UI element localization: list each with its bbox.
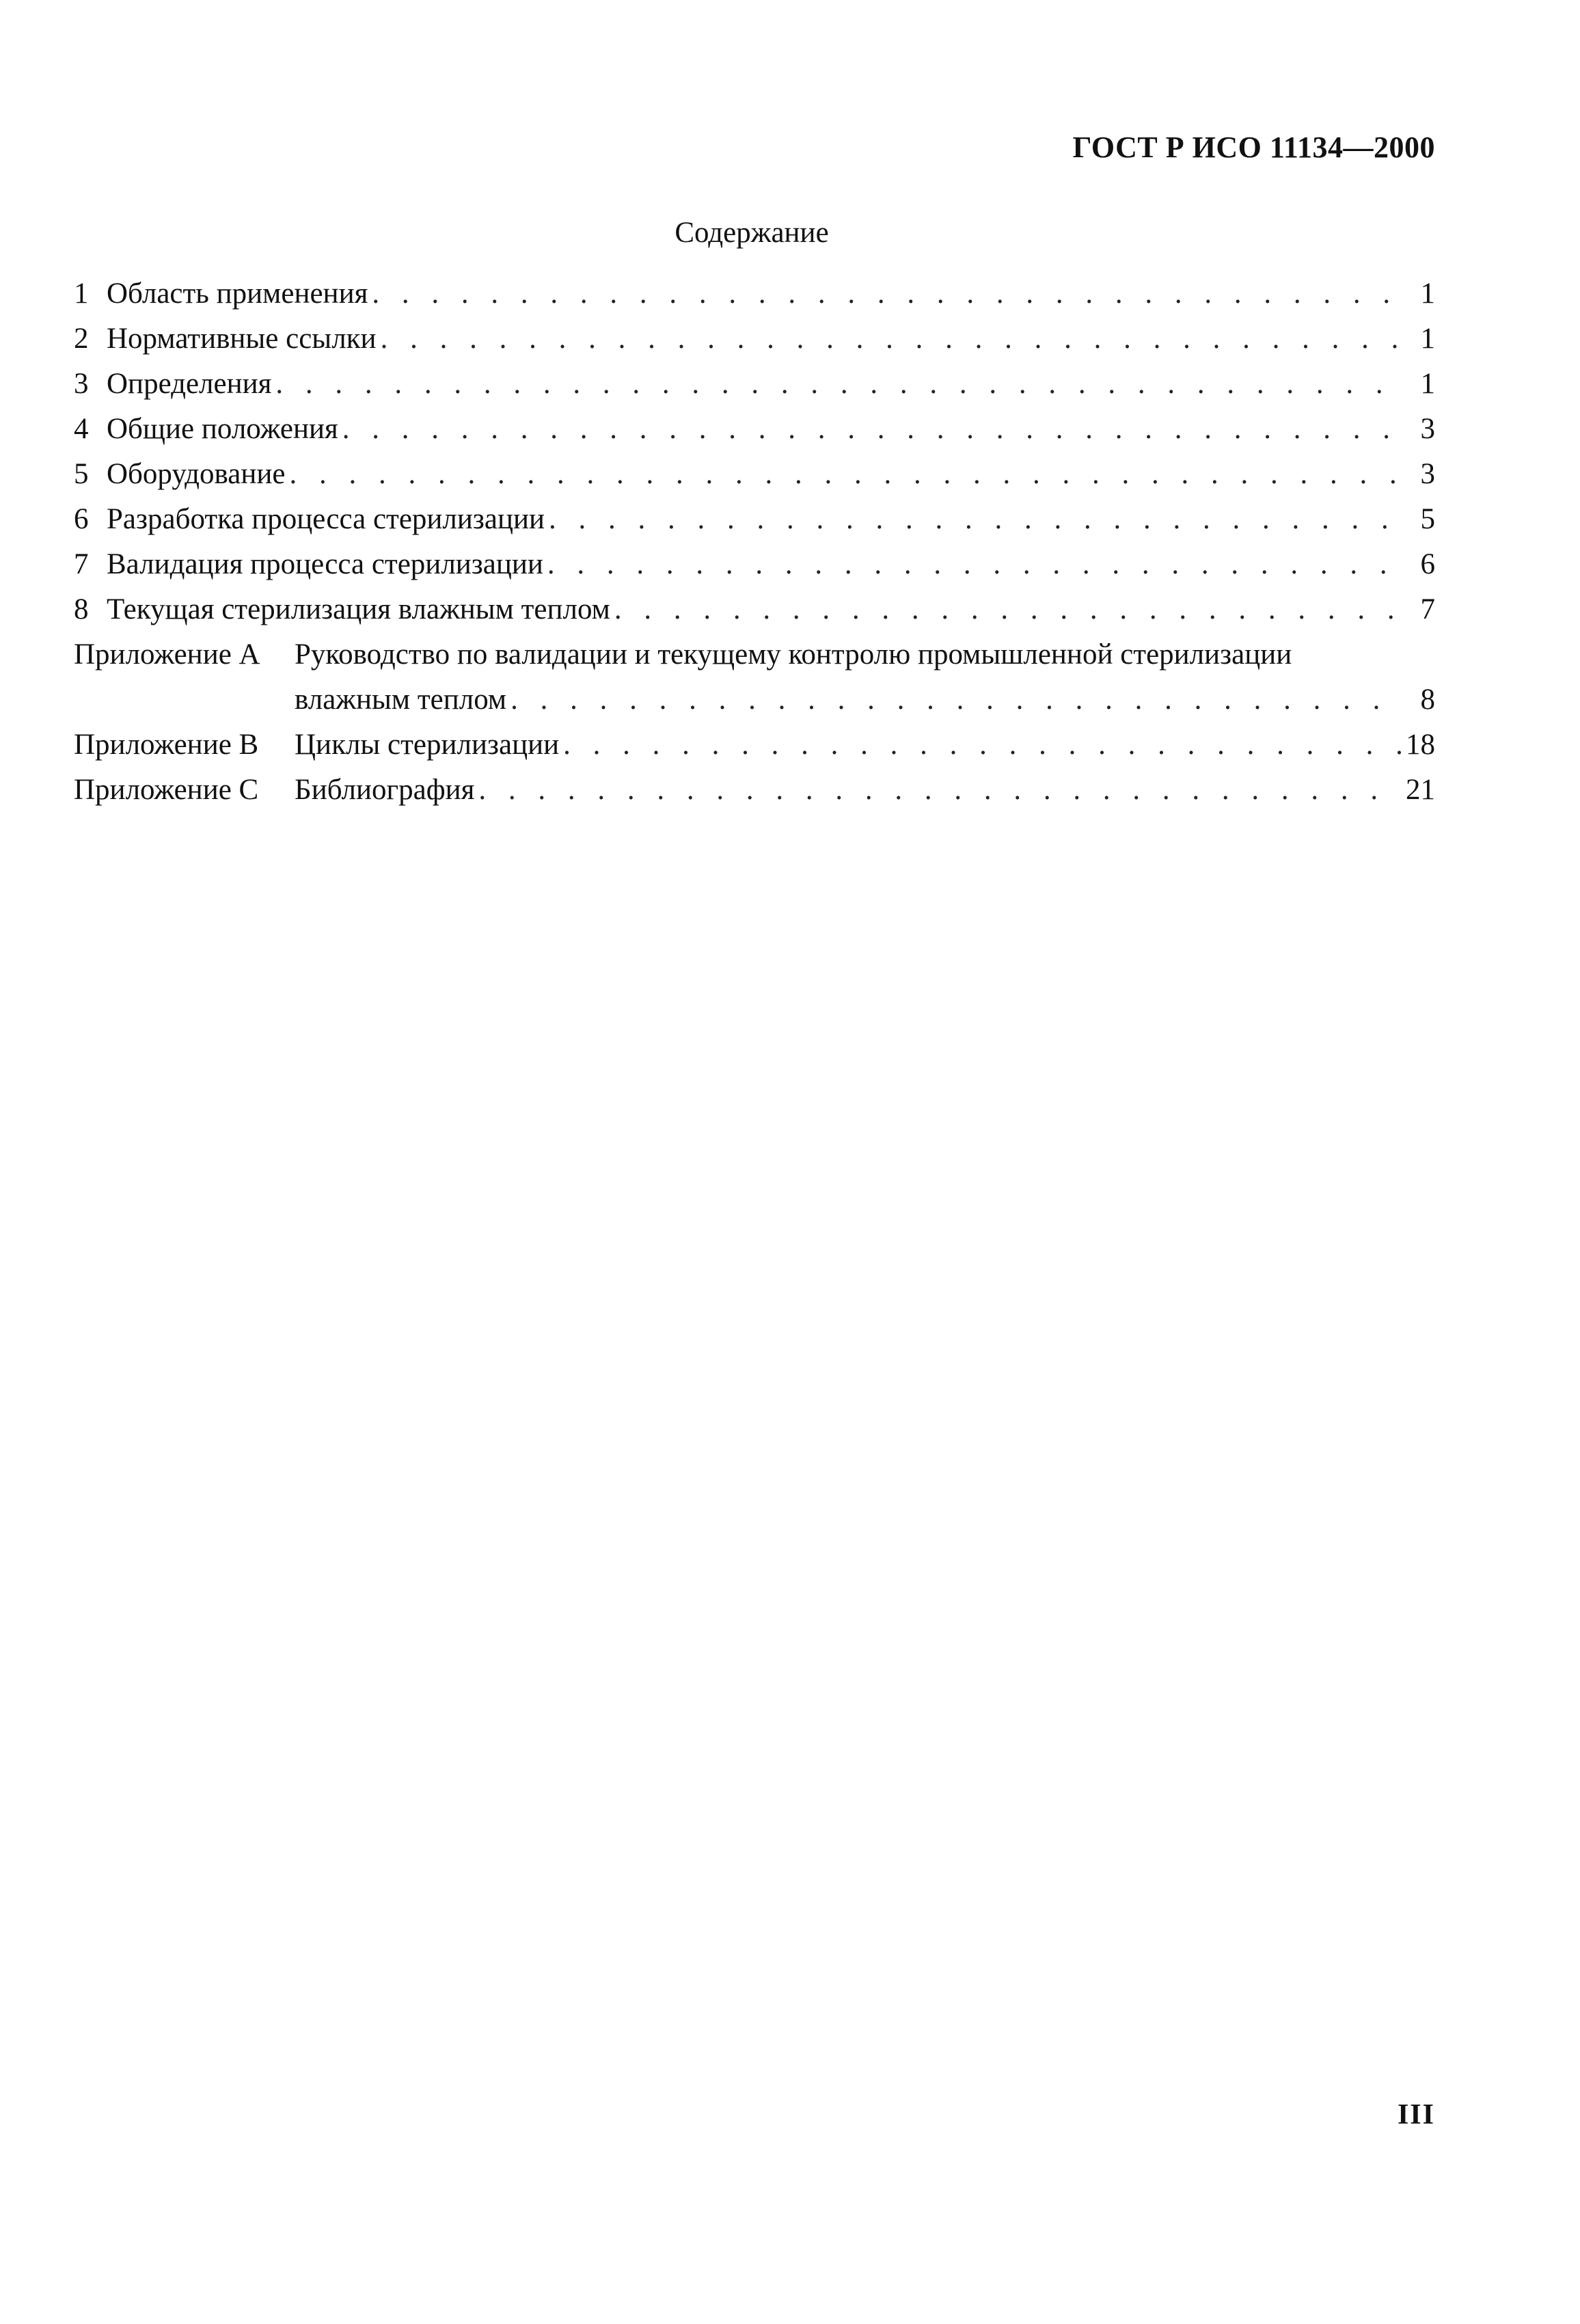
toc-entry-page: 21 (1406, 774, 1435, 806)
toc-dot-leader (342, 412, 1404, 446)
toc-entry-page: 1 (1420, 323, 1435, 355)
toc-entry-page: 3 (1420, 413, 1435, 445)
toc-entry-label: Разработка процесса стерилизации (107, 503, 545, 535)
document-code: ГОСТ Р ИСО 11134—2000 (1072, 131, 1435, 164)
toc-dot-leader (563, 728, 1402, 761)
toc-dot-leader (510, 683, 1404, 716)
toc-dot-leader (614, 593, 1404, 626)
toc-entry-number: 7 (74, 548, 89, 580)
toc-dot-leader (372, 277, 1404, 310)
toc-entry-label: Текущая стерилизация влажным теплом (107, 593, 610, 625)
toc-entry-number: 6 (74, 503, 89, 535)
toc-entry-7[interactable] (74, 548, 1435, 593)
toc-title: Содержание (675, 217, 829, 249)
toc-entry-label: Нормативные ссылки (107, 323, 377, 355)
toc-entry-number: 4 (74, 413, 89, 445)
toc-entry-number: 3 (74, 368, 89, 400)
toc-entry-page: 3 (1420, 458, 1435, 490)
toc-entry-3[interactable] (74, 367, 1435, 412)
toc-entry-label: Общие положения (107, 413, 338, 445)
toc-entry-label: Оборудование (107, 458, 286, 490)
toc-appendix-label: Руководство по валидации и текущему контролю промышленной стерилизации (295, 638, 1292, 671)
toc-appendix-c[interactable] (74, 773, 1435, 818)
toc-entry-number: 5 (74, 458, 89, 490)
toc-appendix-b[interactable] (74, 728, 1435, 773)
toc-entry-2[interactable] (74, 322, 1435, 367)
toc-dot-leader (547, 548, 1404, 581)
toc-entry-page: 6 (1420, 548, 1435, 580)
toc-entry-number: 1 (74, 278, 89, 310)
toc-appendix-prefix: Приложение А (74, 638, 260, 671)
toc-appendix-a-line-2 (74, 683, 1435, 728)
toc-entry-4[interactable] (74, 412, 1435, 457)
toc-appendix-a-line-1 (74, 638, 1435, 683)
toc-appendix-prefix: Приложение В (74, 729, 259, 761)
toc-entry-label: Валидация процесса стерилизации (107, 548, 543, 580)
toc-appendix-prefix: Приложение С (74, 774, 259, 806)
toc-dot-leader (289, 457, 1404, 491)
toc-entry-page: 18 (1406, 729, 1435, 761)
toc-entry-1[interactable] (74, 277, 1435, 322)
toc-dot-leader (275, 367, 1404, 401)
toc-appendix-label: Библиография (295, 774, 475, 806)
toc-appendix-label: Циклы стерилизации (295, 729, 560, 761)
toc-entry-page: 7 (1420, 593, 1435, 625)
toc-entry-page: 8 (1420, 684, 1435, 716)
toc-entry-page: 1 (1420, 278, 1435, 310)
toc-entry-8[interactable] (74, 593, 1435, 638)
toc-entry-page: 5 (1420, 503, 1435, 535)
toc-entry-number: 2 (74, 323, 89, 355)
toc-entry-label: Область применения (107, 278, 368, 310)
table-of-contents (74, 277, 1435, 818)
toc-entry-page: 1 (1420, 368, 1435, 400)
toc-dot-leader (478, 773, 1402, 807)
toc-entry-label: Определения (107, 368, 272, 400)
toc-dot-leader (381, 322, 1404, 355)
toc-appendix-label-continued: влажным теплом (295, 684, 507, 716)
toc-entry-5[interactable] (74, 457, 1435, 502)
page-number: III (1397, 2099, 1435, 2131)
toc-entry-6[interactable] (74, 502, 1435, 548)
toc-dot-leader (549, 502, 1404, 536)
toc-appendix-a[interactable] (74, 638, 1435, 728)
toc-entry-number: 8 (74, 593, 89, 625)
